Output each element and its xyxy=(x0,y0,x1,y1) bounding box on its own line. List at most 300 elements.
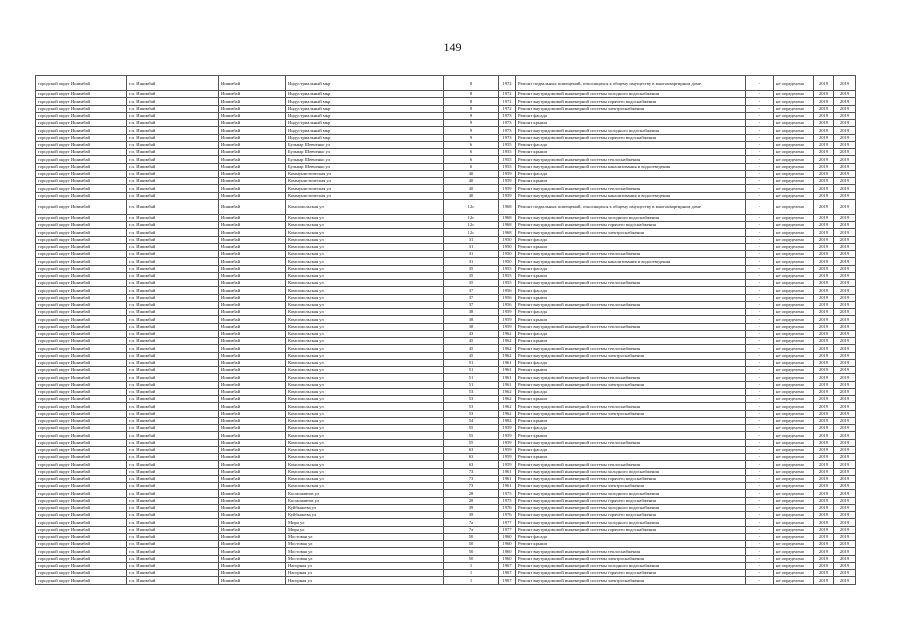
house-number-cell: 53 xyxy=(444,388,499,395)
build-year-cell: 1973 xyxy=(499,134,516,141)
cost-cell: не определено xyxy=(774,570,814,577)
cost-cell: не определено xyxy=(774,214,814,221)
work-type-cell: Ремонт внутридомовой инженерной системы горячего водоснабжения xyxy=(516,222,746,229)
build-year-cell: 1956 xyxy=(499,287,516,294)
work-type-cell: Ремонт внутридомовой инженерной системы теплоснабжения xyxy=(516,374,746,381)
house-number-cell: 38 xyxy=(444,309,499,316)
dash-cell: - xyxy=(746,439,774,446)
build-year-cell: 1975 xyxy=(499,490,516,497)
municipality-cell: городской округ Ишимбай xyxy=(36,98,127,105)
cost-cell: не определено xyxy=(774,548,814,555)
house-number-cell: 31 xyxy=(444,251,499,258)
build-year-cell: 1956 xyxy=(499,301,516,308)
table-row xyxy=(36,396,856,403)
plan-year-from-cell: 2019 xyxy=(814,178,834,185)
house-number-cell: 39 xyxy=(444,512,499,519)
dash-cell: - xyxy=(746,381,774,388)
street-cell: Индустриальный мкр xyxy=(286,134,444,141)
street-cell: Комсомольская ул xyxy=(286,338,444,345)
settlement-cell: г.п. Ишимбай xyxy=(127,483,219,490)
work-type-cell: Ремонт внутридомовой инженерной системы горячего водоснабжения xyxy=(516,475,746,482)
house-number-cell: 50 xyxy=(444,555,499,562)
municipality-cell: городской округ Ишимбай xyxy=(36,330,127,337)
house-number-cell: 6 xyxy=(444,141,499,148)
municipality-cell: городской округ Ишимбай xyxy=(36,359,127,366)
plan-year-to-cell: 2019 xyxy=(834,265,856,272)
work-type-cell: Ремонт крыши xyxy=(516,432,746,439)
street-cell: Комсомольская ул xyxy=(286,258,444,265)
build-year-cell: 1967 xyxy=(499,562,516,569)
settlement-cell: г.п. Ишимбай xyxy=(127,251,219,258)
table-row xyxy=(36,577,856,584)
plan-year-to-cell: 2019 xyxy=(834,475,856,482)
plan-year-to-cell: 2019 xyxy=(834,577,856,584)
work-type-cell: Ремонт внутридомовой инженерной системы электроснабжения xyxy=(516,352,746,359)
cost-cell: не определено xyxy=(774,258,814,265)
plan-year-from-cell: 2019 xyxy=(814,294,834,301)
table-row xyxy=(36,446,856,453)
table-row xyxy=(36,272,856,279)
settlement-cell: г.п. Ишимбай xyxy=(127,541,219,548)
plan-year-from-cell: 2019 xyxy=(814,504,834,511)
cost-cell: не определено xyxy=(774,345,814,352)
municipality-cell: городской округ Ишимбай xyxy=(36,345,127,352)
work-type-cell: Ремонт внутридомовой инженерной системы теплоснабжения xyxy=(516,403,746,410)
municipality-cell: городской округ Ишимбай xyxy=(36,432,127,439)
dash-cell: - xyxy=(746,432,774,439)
table-row xyxy=(36,454,856,461)
street-cell: Космонавтов ул xyxy=(286,490,444,497)
municipality-cell: городской округ Ишимбай xyxy=(36,301,127,308)
dash-cell: - xyxy=(746,562,774,569)
plan-year-from-cell: 2019 xyxy=(814,251,834,258)
plan-year-from-cell: 2019 xyxy=(814,396,834,403)
house-number-cell: 9 xyxy=(444,127,499,134)
cost-cell: не определено xyxy=(774,178,814,185)
work-type-cell: Ремонт фасада xyxy=(516,265,746,272)
settlement-cell: г.п. Ишимбай xyxy=(127,403,219,410)
plan-year-from-cell: 2019 xyxy=(814,105,834,112)
build-year-cell: 1955 xyxy=(499,156,516,163)
table-row xyxy=(36,374,856,381)
plan-year-from-cell: 2019 xyxy=(814,512,834,519)
work-type-cell: Ремонт внутридомовой инженерной системы горячего водоснабжения xyxy=(516,512,746,519)
table-row xyxy=(36,98,856,105)
dash-cell: - xyxy=(746,149,774,156)
work-type-cell: Ремонт внутридомовой инженерной системы холодного водоснабжения xyxy=(516,468,746,475)
plan-year-to-cell: 2019 xyxy=(834,294,856,301)
cost-cell: не определено xyxy=(774,243,814,250)
build-year-cell: 1972 xyxy=(499,91,516,98)
plan-year-from-cell: 2019 xyxy=(814,170,834,177)
plan-year-from-cell: 2019 xyxy=(814,417,834,424)
work-type-cell: Ремонт внутридомовой инженерной системы теплоснабжения xyxy=(516,251,746,258)
municipality-cell: городской округ Ишимбай xyxy=(36,243,127,250)
dash-cell: - xyxy=(746,454,774,461)
work-type-cell: Ремонт внутридомовой инженерной системы теплоснабжения xyxy=(516,439,746,446)
table-row xyxy=(36,338,856,345)
street-cell: Комсомольская ул xyxy=(286,280,444,287)
dash-cell: - xyxy=(746,425,774,432)
municipality-cell: городской округ Ишимбай xyxy=(36,272,127,279)
work-type-cell: Ремонт внутридомовой инженерной системы теплоснабжения xyxy=(516,548,746,555)
street-cell: Комсомольская ул xyxy=(286,410,444,417)
house-number-cell: 73 xyxy=(444,475,499,482)
municipality-cell: городской округ Ишимбай xyxy=(36,562,127,569)
municipality-cell: городской округ Ишимбай xyxy=(36,555,127,562)
street-cell: Коммунистическая ул xyxy=(286,178,444,185)
table-row xyxy=(36,475,856,482)
municipality-cell: городской округ Ишимбай xyxy=(36,512,127,519)
settlement-cell: г.п. Ишимбай xyxy=(127,410,219,417)
settlement-cell: г.п. Ишимбай xyxy=(127,374,219,381)
house-number-cell: 8 xyxy=(444,105,499,112)
municipality-cell: городской округ Ишимбай xyxy=(36,461,127,468)
dash-cell: - xyxy=(746,309,774,316)
build-year-cell: 1955 xyxy=(499,280,516,287)
house-number-cell: 63 xyxy=(444,454,499,461)
table-row xyxy=(36,381,856,388)
street-cell: Мостовая ул xyxy=(286,533,444,540)
house-number-cell: 73 xyxy=(444,483,499,490)
table-row xyxy=(36,352,856,359)
settlement-cell: г.п. Ишимбай xyxy=(127,548,219,555)
settlement-cell: г.п. Ишимбай xyxy=(127,461,219,468)
build-year-cell: 1961 xyxy=(499,468,516,475)
street-cell: Бульвар Шевченко ул xyxy=(286,156,444,163)
build-year-cell: 1959 xyxy=(499,170,516,177)
municipality-cell: городской округ Ишимбай xyxy=(36,120,127,127)
locality-cell: Ишимбай xyxy=(219,439,286,446)
settlement-cell: г.п. Ишимбай xyxy=(127,170,219,177)
plan-year-to-cell: 2019 xyxy=(834,76,856,91)
table-row xyxy=(36,214,856,221)
street-cell: Куйбышева ул xyxy=(286,504,444,511)
locality-cell: Ишимбай xyxy=(219,170,286,177)
settlement-cell: г.п. Ишимбай xyxy=(127,105,219,112)
build-year-cell: 1950 xyxy=(499,251,516,258)
work-type-cell: Ремонт фасада xyxy=(516,141,746,148)
dash-cell: - xyxy=(746,388,774,395)
settlement-cell: г.п. Ишимбай xyxy=(127,468,219,475)
locality-cell: Ишимбай xyxy=(219,134,286,141)
house-number-cell: 37 xyxy=(444,301,499,308)
cost-cell: не определено xyxy=(774,112,814,119)
house-number-cell: 28 xyxy=(444,497,499,504)
municipality-cell: городской округ Ишимбай xyxy=(36,76,127,91)
plan-year-from-cell: 2019 xyxy=(814,243,834,250)
table-row xyxy=(36,504,856,511)
house-number-cell: 40 xyxy=(444,170,499,177)
locality-cell: Ишимбай xyxy=(219,76,286,91)
cost-cell: не определено xyxy=(774,149,814,156)
street-cell: Бульвар Шевченко ул xyxy=(286,149,444,156)
locality-cell: Ишимбай xyxy=(219,388,286,395)
build-year-cell: 1962 xyxy=(499,388,516,395)
dash-cell: - xyxy=(746,504,774,511)
work-type-cell: Ремонт внутридомовой инженерной системы горячего водоснабжения xyxy=(516,497,746,504)
plan-year-from-cell: 2019 xyxy=(814,309,834,316)
cost-cell: не определено xyxy=(774,192,814,199)
work-type-cell: Ремонт внутридомовой инженерной системы горячего водоснабжения xyxy=(516,570,746,577)
table-row xyxy=(36,461,856,468)
municipality-cell: городской округ Ишимбай xyxy=(36,258,127,265)
build-year-cell: 1977 xyxy=(499,526,516,533)
street-cell: Нагорная ул xyxy=(286,570,444,577)
plan-year-from-cell: 2019 xyxy=(814,134,834,141)
locality-cell: Ишимбай xyxy=(219,446,286,453)
street-cell: Комсомольская ул xyxy=(286,236,444,243)
municipality-cell: городской округ Ишимбай xyxy=(36,396,127,403)
municipality-cell: городской округ Ишимбай xyxy=(36,410,127,417)
settlement-cell: г.п. Ишимбай xyxy=(127,316,219,323)
locality-cell: Ишимбай xyxy=(219,156,286,163)
locality-cell: Ишимбай xyxy=(219,98,286,105)
plan-year-to-cell: 2019 xyxy=(834,454,856,461)
municipality-cell: городской округ Ишимбай xyxy=(36,309,127,316)
municipality-cell: городской округ Ишимбай xyxy=(36,192,127,199)
street-cell: Индустриальный мкр xyxy=(286,105,444,112)
work-type-cell: Ремонт внутридомовой инженерной системы теплоснабжения xyxy=(516,323,746,330)
cost-cell: не определено xyxy=(774,236,814,243)
plan-year-from-cell: 2019 xyxy=(814,76,834,91)
street-cell: Комсомольская ул xyxy=(286,323,444,330)
settlement-cell: г.п. Ишимбай xyxy=(127,562,219,569)
settlement-cell: г.п. Ишимбай xyxy=(127,526,219,533)
dash-cell: - xyxy=(746,192,774,199)
locality-cell: Ишимбай xyxy=(219,243,286,250)
plan-year-from-cell: 2019 xyxy=(814,388,834,395)
locality-cell: Ишимбай xyxy=(219,367,286,374)
cost-cell: не определено xyxy=(774,105,814,112)
work-type-cell: Ремонт фасада xyxy=(516,330,746,337)
locality-cell: Ишимбай xyxy=(219,359,286,366)
street-cell: Комсомольская ул xyxy=(286,446,444,453)
table-row xyxy=(36,258,856,265)
plan-year-to-cell: 2019 xyxy=(834,170,856,177)
street-cell: Комсомольская ул xyxy=(286,432,444,439)
street-cell: Коммунистическая ул xyxy=(286,192,444,199)
settlement-cell: г.п. Ишимбай xyxy=(127,112,219,119)
work-type-cell: Ремонт внутридомовой инженерной системы холодного водоснабжения xyxy=(516,91,746,98)
house-number-cell: 50 xyxy=(444,541,499,548)
settlement-cell: г.п. Ишимбай xyxy=(127,199,219,214)
cost-cell: не определено xyxy=(774,309,814,316)
cost-cell: не определено xyxy=(774,127,814,134)
street-cell: Комсомольская ул xyxy=(286,468,444,475)
dash-cell: - xyxy=(746,127,774,134)
table-row xyxy=(36,432,856,439)
cost-cell: не определено xyxy=(774,533,814,540)
work-type-cell: Ремонт крыши xyxy=(516,149,746,156)
settlement-cell: г.п. Ишимбай xyxy=(127,330,219,337)
work-type-cell: Ремонт внутридомовой инженерной системы канализования и водоотведения xyxy=(516,258,746,265)
build-year-cell: 1968 xyxy=(499,222,516,229)
street-cell: Комсомольская ул xyxy=(286,483,444,490)
house-number-cell: 45 xyxy=(444,345,499,352)
work-type-cell: Ремонт фасада xyxy=(516,112,746,119)
plan-year-to-cell: 2019 xyxy=(834,301,856,308)
cost-cell: не определено xyxy=(774,410,814,417)
cost-cell: не определено xyxy=(774,330,814,337)
plan-year-from-cell: 2019 xyxy=(814,533,834,540)
work-type-cell: Ремонт внутридомовой инженерной системы электроснабжения xyxy=(516,229,746,236)
settlement-cell: г.п. Ишимбай xyxy=(127,265,219,272)
table-row xyxy=(36,192,856,199)
work-type-cell: Ремонт внутридомовой инженерной системы канализования и водоотведения xyxy=(516,163,746,170)
cost-cell: не определено xyxy=(774,294,814,301)
house-number-cell: 55 xyxy=(444,425,499,432)
build-year-cell: 1961 xyxy=(499,359,516,366)
dash-cell: - xyxy=(746,112,774,119)
street-cell: Мостовая ул xyxy=(286,548,444,555)
plan-year-from-cell: 2019 xyxy=(814,163,834,170)
house-number-cell: 28 xyxy=(444,490,499,497)
settlement-cell: г.п. Ишимбай xyxy=(127,417,219,424)
street-cell: Комсомольская ул xyxy=(286,396,444,403)
work-type-cell: Ремонт внутридомовой инженерной системы горячего водоснабжения xyxy=(516,98,746,105)
dash-cell: - xyxy=(746,301,774,308)
table-row xyxy=(36,163,856,170)
work-type-cell: Ремонт фасада xyxy=(516,388,746,395)
dash-cell: - xyxy=(746,229,774,236)
dash-cell: - xyxy=(746,468,774,475)
street-cell: Комсомольская ул xyxy=(286,214,444,221)
plan-year-to-cell: 2019 xyxy=(834,214,856,221)
street-cell: Комсомольская ул xyxy=(286,367,444,374)
table-row xyxy=(36,388,856,395)
locality-cell: Ишимбай xyxy=(219,512,286,519)
house-number-cell: 6 xyxy=(444,163,499,170)
plan-year-to-cell: 2019 xyxy=(834,396,856,403)
settlement-cell: г.п. Ишимбай xyxy=(127,258,219,265)
settlement-cell: г.п. Ишимбай xyxy=(127,309,219,316)
plan-year-from-cell: 2019 xyxy=(814,91,834,98)
dash-cell: - xyxy=(746,577,774,584)
dash-cell: - xyxy=(746,417,774,424)
cost-cell: не определено xyxy=(774,316,814,323)
build-year-cell: 1950 xyxy=(499,258,516,265)
work-type-cell: Ремонт внутридомовой инженерной системы холодного водоснабжения xyxy=(516,562,746,569)
locality-cell: Ишимбай xyxy=(219,120,286,127)
dash-cell: - xyxy=(746,294,774,301)
plan-year-to-cell: 2019 xyxy=(834,548,856,555)
plan-year-to-cell: 2019 xyxy=(834,483,856,490)
cost-cell: не определено xyxy=(774,381,814,388)
table-row xyxy=(36,323,856,330)
work-type-cell: Ремонт крыши xyxy=(516,454,746,461)
build-year-cell: 1968 xyxy=(499,229,516,236)
locality-cell: Ишимбай xyxy=(219,301,286,308)
plan-year-from-cell: 2019 xyxy=(814,526,834,533)
locality-cell: Ишимбай xyxy=(219,251,286,258)
cost-cell: не определено xyxy=(774,222,814,229)
locality-cell: Ишимбай xyxy=(219,352,286,359)
plan-year-to-cell: 2019 xyxy=(834,280,856,287)
municipality-cell: городской округ Ишимбай xyxy=(36,425,127,432)
street-cell: Мира ул xyxy=(286,519,444,526)
work-type-cell: Ремонт подвальных помещений, относящихся к общему имуществу в многоквартирном доме xyxy=(516,199,746,214)
settlement-cell: г.п. Ишимбай xyxy=(127,98,219,105)
locality-cell: Ишимбай xyxy=(219,468,286,475)
table-row xyxy=(36,468,856,475)
plan-year-to-cell: 2019 xyxy=(834,112,856,119)
work-type-cell: Ремонт фасада xyxy=(516,309,746,316)
build-year-cell: 1955 xyxy=(499,149,516,156)
dash-cell: - xyxy=(746,367,774,374)
build-year-cell: 1961 xyxy=(499,381,516,388)
table-row xyxy=(36,316,856,323)
build-year-cell: 1973 xyxy=(499,120,516,127)
work-type-cell: Ремонт крыши xyxy=(516,541,746,548)
build-year-cell: 1976 xyxy=(499,512,516,519)
locality-cell: Ишимбай xyxy=(219,417,286,424)
cost-cell: не определено xyxy=(774,490,814,497)
dash-cell: - xyxy=(746,287,774,294)
settlement-cell: г.п. Ишимбай xyxy=(127,439,219,446)
house-number-cell: 51 xyxy=(444,367,499,374)
locality-cell: Ишимбай xyxy=(219,454,286,461)
work-type-cell: Ремонт внутридомовой инженерной системы электроснабжения xyxy=(516,555,746,562)
street-cell: Комсомольская ул xyxy=(286,272,444,279)
build-year-cell: 1959 xyxy=(499,432,516,439)
locality-cell: Ишимбай xyxy=(219,555,286,562)
street-cell: Комсомольская ул xyxy=(286,403,444,410)
municipality-cell: городской округ Ишимбай xyxy=(36,475,127,482)
house-number-cell: 6 xyxy=(444,149,499,156)
plan-year-from-cell: 2019 xyxy=(814,287,834,294)
house-number-cell: 8 xyxy=(444,98,499,105)
work-type-cell: Ремонт крыши xyxy=(516,178,746,185)
house-number-cell: 43 xyxy=(444,330,499,337)
locality-cell: Ишимбай xyxy=(219,105,286,112)
dash-cell: - xyxy=(746,156,774,163)
municipality-cell: городской округ Ишимбай xyxy=(36,504,127,511)
table-row xyxy=(36,330,856,337)
settlement-cell: г.п. Ишимбай xyxy=(127,338,219,345)
locality-cell: Ишимбай xyxy=(219,236,286,243)
house-number-cell: 40 xyxy=(444,178,499,185)
work-type-cell: Ремонт крыши xyxy=(516,367,746,374)
cost-cell: не определено xyxy=(774,272,814,279)
plan-year-to-cell: 2019 xyxy=(834,533,856,540)
plan-year-to-cell: 2019 xyxy=(834,222,856,229)
house-number-cell: 53 xyxy=(444,396,499,403)
municipality-cell: городской округ Ишимбай xyxy=(36,141,127,148)
table-row xyxy=(36,519,856,526)
build-year-cell: 1956 xyxy=(499,294,516,301)
work-type-cell: Ремонт внутридомовой инженерной системы горячего водоснабжения xyxy=(516,526,746,533)
work-type-cell: Ремонт внутридомовой инженерной системы холодного водоснабжения xyxy=(516,127,746,134)
municipality-cell: городской округ Ишимбай xyxy=(36,497,127,504)
locality-cell: Ишимбай xyxy=(219,403,286,410)
municipality-cell: городской округ Ишимбай xyxy=(36,352,127,359)
settlement-cell: г.п. Ишимбай xyxy=(127,475,219,482)
street-cell: Комсомольская ул xyxy=(286,439,444,446)
build-year-cell: 1967 xyxy=(499,570,516,577)
plan-year-to-cell: 2019 xyxy=(834,134,856,141)
build-year-cell: 1959 xyxy=(499,323,516,330)
settlement-cell: г.п. Ишимбай xyxy=(127,555,219,562)
municipality-cell: городской округ Ишимбай xyxy=(36,374,127,381)
cost-cell: не определено xyxy=(774,555,814,562)
build-year-cell: 1959 xyxy=(499,461,516,468)
street-cell: Бульвар Шевченко ул xyxy=(286,141,444,148)
house-number-cell: 8 xyxy=(444,91,499,98)
cost-cell: не определено xyxy=(774,417,814,424)
table-row xyxy=(36,439,856,446)
dash-cell: - xyxy=(746,526,774,533)
